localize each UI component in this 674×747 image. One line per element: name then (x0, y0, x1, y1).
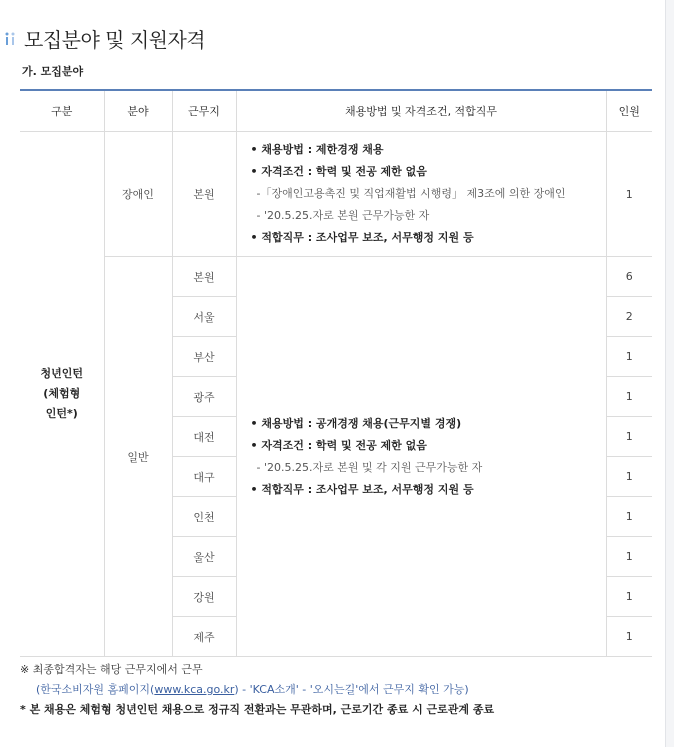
table-row (20, 257, 652, 297)
count-cell: 1 (606, 337, 652, 377)
location-cell: 대전 (172, 417, 236, 457)
count-cell: 1 (606, 132, 652, 257)
column-header: 분야 (104, 90, 172, 132)
info-marker-icon (4, 31, 16, 47)
table-row (20, 132, 652, 257)
kca-homepage-link[interactable]: www.kca.go.kr (154, 683, 235, 696)
scrollbar[interactable] (665, 0, 674, 747)
column-header: 채용방법 및 자격조건, 적합직무 (236, 90, 606, 132)
count-cell: 1 (606, 497, 652, 537)
location-cell: 광주 (172, 377, 236, 417)
location-note: (한국소비자원 홈페이지(www.kca.go.kr) - 'KCA소개' - '오시는길'에서 근무지 확인 가능) (36, 683, 469, 696)
section-subtitle: 가. 모집분야 (22, 65, 84, 78)
field-cell: 장애인 (104, 132, 172, 257)
count-cell: 1 (606, 457, 652, 497)
count-cell: 1 (606, 617, 652, 657)
location-cell: 부산 (172, 337, 236, 377)
workplace-note: ※ 최종합격자는 해당 근무지에서 근무 (20, 663, 203, 676)
recruitment-table (20, 89, 652, 657)
count-cell: 1 (606, 537, 652, 577)
location-cell: 제주 (172, 617, 236, 657)
section-header (4, 24, 205, 53)
count-cell: 2 (606, 297, 652, 337)
page-title: 모집분야 및 지원자격 (24, 28, 206, 52)
location-cell: 울산 (172, 537, 236, 577)
location-cell: 서울 (172, 297, 236, 337)
location-cell: 강원 (172, 577, 236, 617)
table-header-row (20, 90, 652, 132)
description-cell: • 채용방법 : 공개경쟁 채용(근무지별 경쟁) • 자격조건 : 학력 및 전공 제한 없음 - '20.5.25.자로 본원 및 각 지원 근무가능한 자 • 적합직무 : 조사업무 보조, 서무행정 지원 등 (236, 257, 606, 657)
column-header: 구분 (20, 90, 104, 132)
column-header: 근무지 (172, 90, 236, 132)
field-cell: 일반 (104, 257, 172, 657)
location-cell: 본원 (172, 132, 236, 257)
count-cell: 1 (606, 577, 652, 617)
category-cell: 청년인턴 (체험형 인턴*) (20, 132, 104, 657)
employment-note: * 본 채용은 체험형 청년인턴 채용으로 정규직 전환과는 무관하며, 근로기간 종료 시 근로관계 종료 (20, 703, 495, 716)
footnotes (20, 660, 494, 720)
location-cell: 본원 (172, 257, 236, 297)
column-header: 인원 (606, 90, 652, 132)
count-cell: 6 (606, 257, 652, 297)
location-cell: 인천 (172, 497, 236, 537)
description-cell: • 채용방법 : 제한경쟁 채용 • 자격조건 : 학력 및 전공 제한 없음 -「장애인고용촉진 및 직업재활법 시행령」 제3조에 의한 장애인 - '20.5.25.자로 본원 근무가능한 자 • 적합직무 : 조사업무 보조, 서무행정 지원 등 (236, 132, 606, 257)
count-cell: 1 (606, 377, 652, 417)
count-cell: 1 (606, 417, 652, 457)
location-cell: 대구 (172, 457, 236, 497)
